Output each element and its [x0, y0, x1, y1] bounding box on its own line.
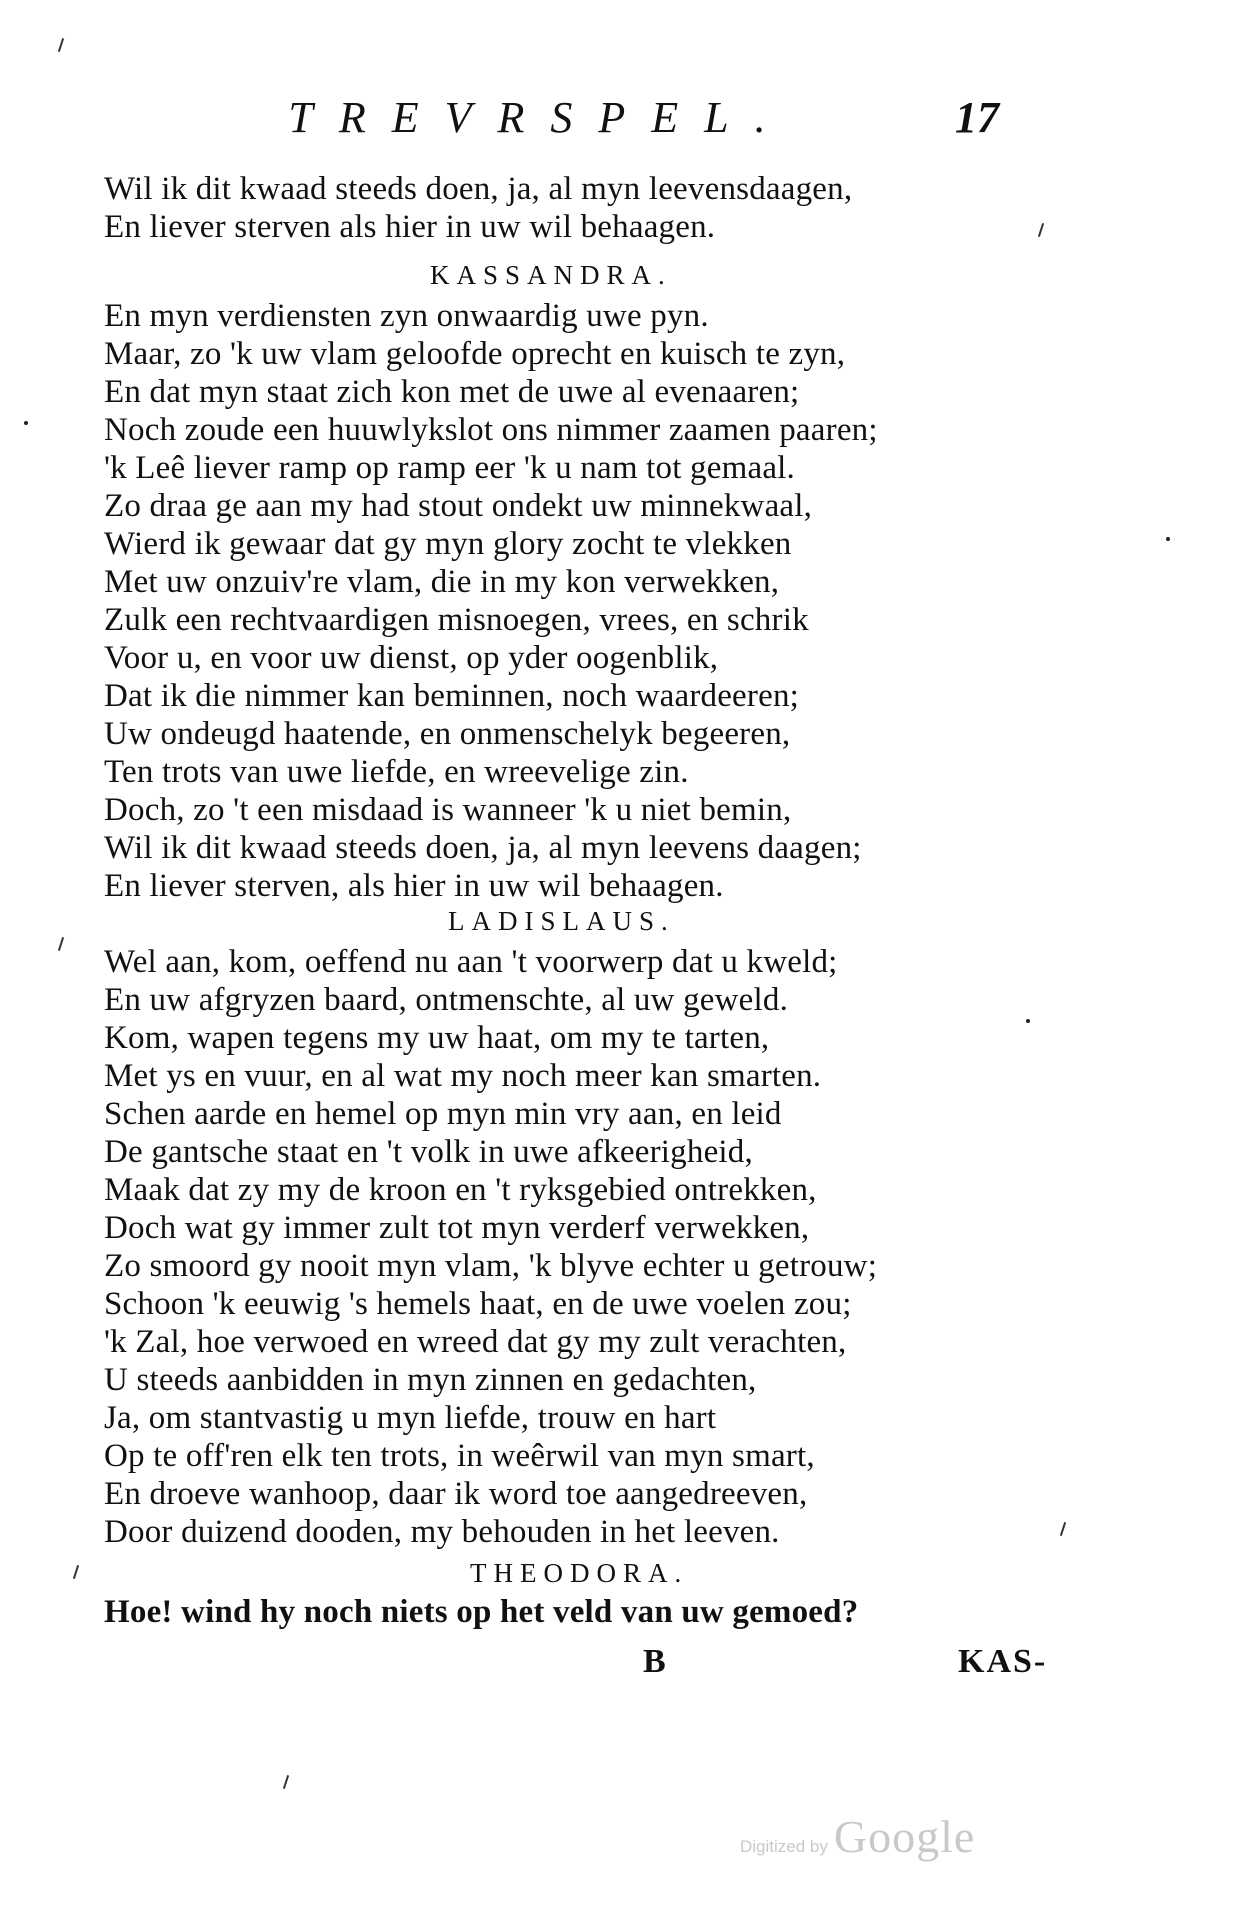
verse-line: 'k Leê liever ramp op ramp eer 'k u nam tot gemaal.: [104, 450, 795, 486]
verse-line: De gantsche staat en 't volk in uwe afkeerigheid,: [104, 1134, 753, 1170]
verse-line: Wil ik dit kwaad steeds doen, ja, al myn leevens daagen;: [104, 830, 862, 866]
speaker-name: KASSANDRA.: [430, 260, 672, 290]
verse-line: Met ys en vuur, en al wat my noch meer kan smarten.: [104, 1058, 822, 1094]
verse-line: Doch wat gy immer zult tot myn verderf verwekken,: [104, 1210, 810, 1246]
verse-line: Wierd ik gewaar dat gy myn glory zocht te vlekken: [104, 526, 792, 562]
digitized-watermark: [740, 1810, 975, 1863]
verse-line: Dat ik die nimmer kan beminnen, noch waardeeren;: [104, 678, 800, 714]
scan-speck: [1166, 537, 1170, 541]
verse-line: Maar, zo 'k uw vlam geloofde oprecht en kuisch te zyn,: [104, 336, 846, 372]
scan-mark: [283, 1775, 289, 1789]
watermark-prefix: Digitized by: [740, 1837, 828, 1856]
verse-line: En dat myn staat zich kon met de uwe al evenaaren;: [104, 374, 800, 410]
verse-line: 'k Zal, hoe verwoed en wreed dat gy my zult verachten,: [104, 1324, 847, 1360]
verse-line: Op te off'ren elk ten trots, in weêrwil van myn smart,: [104, 1438, 815, 1474]
verse-line: Doch, zo 't een misdaad is wanneer 'k u niet bemin,: [104, 792, 792, 828]
signature-mark: B: [643, 1643, 666, 1680]
scan-mark: [1060, 1522, 1066, 1536]
verse-line: Zulk een rechtvaardigen misnoegen, vrees, en schrik: [104, 602, 809, 638]
verse-line: Zo smoord gy nooit myn vlam, 'k blyve echter u getrouw;: [104, 1248, 878, 1284]
verse-line: U steeds aanbidden in myn zinnen en gedachten,: [104, 1362, 757, 1398]
verse-line: En myn verdiensten zyn onwaardig uwe pyn.: [104, 298, 709, 334]
verse-line: Noch zoude een huuwlykslot ons nimmer zaamen paaren;: [104, 412, 878, 448]
scan-mark: [1038, 223, 1044, 237]
scan-speck: [24, 421, 28, 425]
speaker-name: LADISLAUS.: [448, 906, 675, 936]
verse-line: Hoe! wind hy noch niets op het veld van uw gemoed?: [104, 1594, 859, 1630]
verse-line: Ten trots van uwe liefde, en wreevelige zin.: [104, 754, 689, 790]
scan-mark: [73, 1565, 79, 1579]
verse-line: Wel aan, kom, oeffend nu aan 't voorwerp dat u kweld;: [104, 944, 838, 980]
watermark-logo: Google: [833, 1811, 976, 1862]
verse-line: En liever sterven, als hier in uw wil behaagen.: [104, 868, 724, 904]
scan-mark: [58, 38, 64, 52]
verse-line: Voor u, en voor uw dienst, op yder oogenblik,: [104, 640, 719, 676]
catchword: KAS-: [958, 1643, 1048, 1680]
running-title: TREVRSPEL.: [288, 93, 792, 142]
verse-line: Zo draa ge aan my had stout ondekt uw minnekwaal,: [104, 488, 813, 524]
verse-line: Kom, wapen tegens my uw haat, om my te tarten,: [104, 1020, 770, 1056]
scan-mark: [58, 937, 64, 951]
verse-line: Maak dat zy my de kroon en 't ryksgebied ontrekken,: [104, 1172, 817, 1208]
page-number: 17: [955, 93, 999, 142]
verse-line: Schen aarde en hemel op myn min vry aan, en leid: [104, 1096, 782, 1132]
verse-line: Schoon 'k eeuwig 's hemels haat, en de uwe voelen zou;: [104, 1286, 852, 1322]
verse-line: Uw ondeugd haatende, en onmenschelyk begeeren,: [104, 716, 791, 752]
verse-line: Door duizend dooden, my behouden in het leeven.: [104, 1514, 780, 1550]
verse-line: Met uw onzuiv're vlam, die in my kon verwekken,: [104, 564, 780, 600]
verse-line: En droeve wanhoop, daar ik word toe aangedreeven,: [104, 1476, 808, 1512]
speaker-name: THEODORA.: [470, 1558, 689, 1588]
scan-speck: [1026, 1019, 1030, 1023]
verse-line: En liever sterven als hier in uw wil behaagen.: [104, 209, 716, 245]
verse-line: En uw afgryzen baard, ontmenschte, al uw geweld.: [104, 982, 789, 1018]
verse-line: Wil ik dit kwaad steeds doen, ja, al myn leevensdaagen,: [104, 171, 853, 207]
verse-line: Ja, om stantvastig u myn liefde, trouw en hart: [104, 1400, 717, 1436]
